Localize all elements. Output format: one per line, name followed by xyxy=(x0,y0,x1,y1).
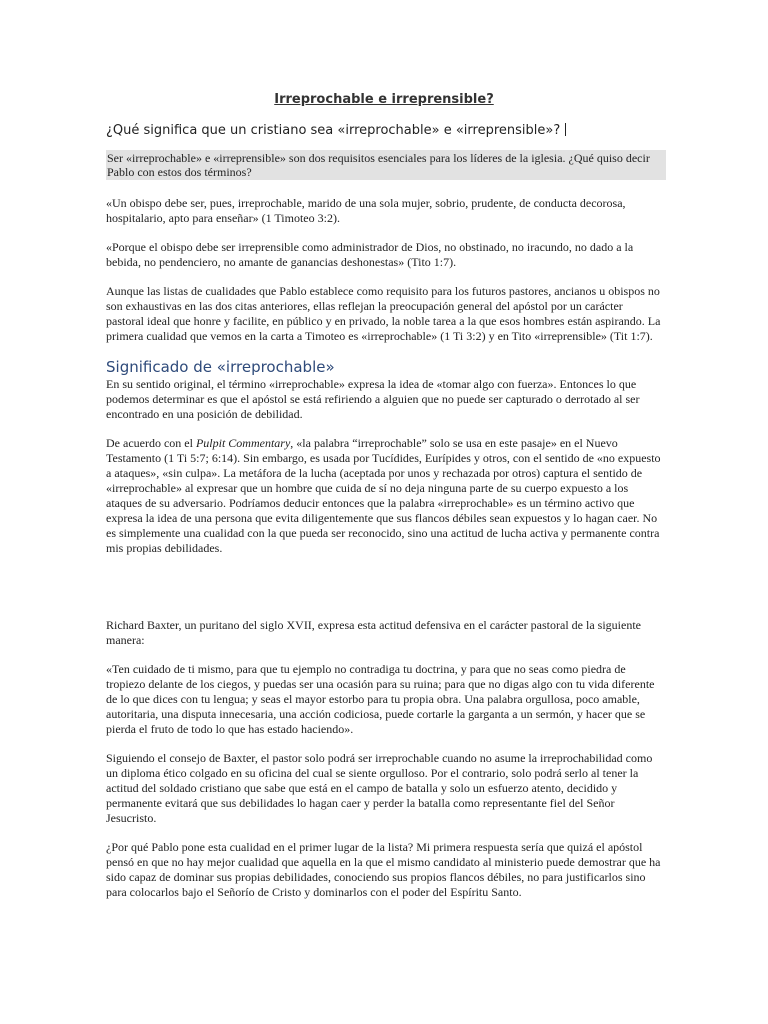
blank-space xyxy=(106,556,662,618)
paragraph-question: ¿Por qué Pablo pone esta cualidad en el primer lugar de la lista? Mi primera respuesta sería que quizá el apóstol pensó en que no hay mejor cualidad que aquella en la que el mismo candidato al ministerio puede demostrar que ha sido capaz de dominar sus propias debilidades, conociendo sus propios flancos débiles, no para justificarlos sino para colocarlos bajo el Señorío de Cristo y dominarlos con el poder del Espíritu Santo. xyxy=(106,840,661,899)
paragraph-meaning: En su sentido original, el término «irreprochable» expresa la idea de «tomar algo con fuerza». Entonces lo que podemos determinar es que el apóstol se está refiriendo a alguien que no puede ser capturado o derrotado al ser encontrado en una posición de debilidad. xyxy=(106,377,640,421)
paragraph-pulpit-commentary xyxy=(106,436,662,556)
quote-baxter: «Ten cuidado de ti mismo, para que tu ejemplo no contradiga tu doctrina, y para que no seas como piedra de tropiezo delante de los ciegos, y puedas ser una ocasión para su ruina; para que no digas algo con tu vida diferente de lo que dices con tu lengua; y seas el mayor estorbo para tu propia obra. Una palabra orgullosa, poco amable, autoritaria, una disputa innecesaria, una acción codiciosa, puede cortarle la garganta a un sermón, y hacer que se pierda el fruto de todo lo que has estado haciendo». xyxy=(106,662,655,736)
document-title: Irreprochable e irreprensible? xyxy=(274,92,494,107)
section-heading: Significado de «irreprochable» xyxy=(106,358,335,376)
pulpit-text-after: , «la palabra “irreprochable” solo se usa en este pasaje» en el Nuevo Testamento (1 Ti 5:7; 6:14). Sin embargo, es usada por Tucídides, Eurípides y otros, con el sentido de «no expuesto a ataques», «sin culpa». La metáfora de la lucha (aceptada por unos y rechazada por otros) captura el sentido de «irreprochable» al expresar que un hombre que cuida de sí no deja ninguna parte de su cuerpo expuesto a los ataques de su adversario. Podríamos deducir entonces que la palabra «irreprochable» es un término activo que expresa la idea de una persona que evita diligentemente que sus flancos débiles sean expuestos y lo hagan caer. No es simplemente una cualidad con la que pueda ser reconocido, sino una actitud de lucha activa y permanente contra mis propias debilidades. xyxy=(106,436,661,555)
highlighted-summary: Ser «irreprochable» e «irreprensible» son dos requisitos esenciales para los líderes de la iglesia. ¿Qué quiso decir Pablo con estos dos términos? xyxy=(106,150,666,180)
paragraph-baxter-advice: Siguiendo el consejo de Baxter, el pastor solo podrá ser irreprochable cuando no asume la irreprochabilidad como un diploma ético colgado en su oficina del cual se siente orgulloso. Por el contrario, solo podrá serlo al tener la actitud del soldado cristiano que sabe que está en el campo de batalla y solo un esfuerzo atento, decidido y permanente evitará que sus debilidades lo hagan caer y perder la batalla como representante fiel del Señor Jesucristo. xyxy=(106,751,653,825)
paragraph-intro: Aunque las listas de cualidades que Pablo establece como requisito para los futuros pastores, ancianos u obispos no son exhaustivas en las dos citas anteriores, ellas reflejan la preocupación general del apóstol por un carácter pastoral ideal que honre y facilite, en público y en privado, la noble tarea a la que esos hombres están aspirando. La primera cualidad que vemos en la carta a Timoteo es «irreprochable» (1 Ti 3:2) y en Tito «irreprensible» (Tit 1:7). xyxy=(106,284,661,343)
paragraph-baxter-intro: Richard Baxter, un puritano del siglo XVII, expresa esta actitud defensiva en el carácter pastoral de la siguiente manera: xyxy=(106,618,641,647)
text-cursor xyxy=(565,123,566,136)
pulpit-commentary-title: Pulpit Commentary xyxy=(195,436,291,450)
document-subtitle[interactable] xyxy=(106,122,662,140)
quote-titus: «Porque el obispo debe ser irreprensible como administrador de Dios, no obstinado, no iracundo, no dado a la bebida, no pendenciero, no amante de ganancias deshonestas» (Tito 1:7). xyxy=(106,240,634,269)
quote-timothy: «Un obispo debe ser, pues, irreprochable, marido de una sola mujer, sobrio, prudente, de conducta decorosa, hospitalario, apto para enseñar» (1 Timoteo 3:2). xyxy=(106,196,626,225)
pulpit-text-before: De acuerdo con el xyxy=(106,436,196,450)
subtitle-text: ¿Qué significa que un cristiano sea «irreprochable» e «irreprensible»? xyxy=(106,123,561,138)
